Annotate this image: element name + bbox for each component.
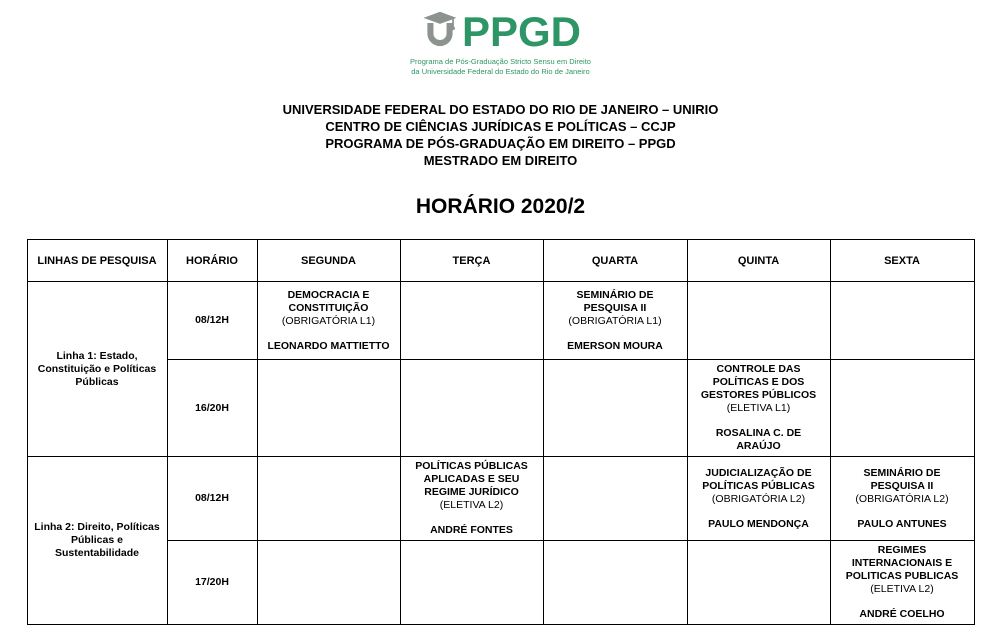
header-university-line: UNIVERSIDADE FEDERAL DO ESTADO DO RIO DE JANEIRO – UNIRIO: [282, 102, 719, 118]
schedule-cell-quarta: [543, 457, 687, 541]
time-slot: 16/20H: [167, 360, 257, 457]
schedule-cell-quarta: [543, 541, 687, 625]
col-header-quarta: QUARTA: [543, 240, 687, 282]
schedule-cell-terca: [400, 282, 543, 360]
course-title: POLÍTICAS PÚBLICAS APLICADAS E SEU REGIME JURÍDICO: [415, 460, 528, 499]
document-header: [0, 101, 1001, 169]
logo-subtitle-line1: Programa de Pós-Graduação Stricto Sensu em Direito: [410, 57, 591, 66]
course-type: (ELETIVA L1): [726, 402, 791, 415]
schedule-cell-quinta: [687, 457, 830, 541]
professor-name: ANDRÉ FONTES: [430, 524, 513, 537]
schedule-cell-quinta: [687, 282, 830, 360]
header-row: [27, 240, 974, 282]
course-title: DEMOCRACIA E CONSTITUIÇÃO: [287, 288, 370, 314]
time-slot: 08/12H: [167, 457, 257, 541]
professor-name: ROSALINA C. DE ARAÚJO: [715, 427, 802, 453]
col-header-sexta: SEXTA: [830, 240, 974, 282]
course-title: CONTROLE DAS POLÍTICAS E DOS GESTORES PÚBLICOS: [700, 363, 817, 402]
professor-name: PAULO ANTUNES: [857, 517, 947, 530]
schedule-cell-segunda: [257, 360, 400, 457]
col-header-segunda: SEGUNDA: [257, 240, 400, 282]
schedule-cell-segunda: [257, 457, 400, 541]
table-row: [27, 282, 974, 360]
course-type: (OBRIGATÓRIA L2): [711, 492, 806, 505]
research-line-1-label: Linha 1: Estado, Constituição e Políticas Públicas: [27, 282, 167, 457]
schedule-cell-sexta: [830, 360, 974, 457]
header-degree-line: MESTRADO EM DIREITO: [423, 153, 578, 169]
header-program-line: PROGRAMA DE PÓS-GRADUAÇÃO EM DIREITO – PPGD: [325, 136, 676, 152]
logo-acronym: PPGD: [461, 8, 582, 55]
professor-name: EMERSON MOURA: [567, 339, 663, 352]
table-row: [27, 360, 974, 457]
schedule-cell-sexta: [830, 282, 974, 360]
schedule-cell-quinta: [687, 541, 830, 625]
course-type: (OBRIGATÓRIA L2): [855, 492, 949, 505]
course-title: SEMINÁRIO DE PESQUISA II: [576, 288, 654, 314]
schedule-cell-segunda: [257, 541, 400, 625]
ppgd-logo: [0, 0, 1001, 77]
schedule-cell-terca: [400, 360, 543, 457]
table-row: [27, 457, 974, 541]
schedule-cell-sexta: [830, 457, 974, 541]
col-header-terca: TERÇA: [400, 240, 543, 282]
schedule-cell-quarta: [543, 282, 687, 360]
course-title: JUDICIALIZAÇÃO DE POLÍTICAS PÚBLICAS: [702, 466, 815, 492]
schedule-cell-quinta: [687, 360, 830, 457]
course-type: (OBRIGATÓRIA L1): [568, 314, 662, 327]
course-type: (ELETIVA L2): [870, 583, 934, 596]
schedule-cell-terca: [400, 457, 543, 541]
professor-name: LEONARDO MATTIETTO: [267, 339, 390, 352]
schedule-cell-terca: [400, 541, 543, 625]
table-row: [27, 541, 974, 625]
col-header-horario: HORÁRIO: [167, 240, 257, 282]
col-header-linhas-de-pesquisa: LINHAS DE PESQUISA: [27, 240, 167, 282]
course-type: (ELETIVA L2): [439, 499, 504, 512]
time-slot: 17/20H: [167, 541, 257, 625]
course-title: SEMINÁRIO DE PESQUISA II: [863, 466, 941, 492]
schedule-cell-segunda: [257, 282, 400, 360]
header-center-line: CENTRO DE CIÊNCIAS JURÍDICAS E POLÍTICAS – CCJP: [325, 119, 676, 135]
course-title: REGIMES INTERNACIONAIS E POLITICAS PUBLICAS: [845, 544, 959, 583]
schedule-cell-quarta: [543, 360, 687, 457]
graduation-cap-u-icon: [420, 10, 460, 50]
logo-row: [0, 10, 1001, 54]
time-slot: 08/12H: [167, 282, 257, 360]
schedule-table: [27, 239, 975, 625]
col-header-quinta: QUINTA: [687, 240, 830, 282]
page-title: HORÁRIO 2020/2: [415, 195, 586, 219]
logo-subtitle-line2: da Universidade Federal do Estado do Rio de Janeiro: [411, 67, 590, 77]
schedule-cell-sexta: [830, 541, 974, 625]
professor-name: PAULO MENDONÇA: [708, 517, 809, 530]
course-type: (OBRIGATÓRIA L1): [281, 314, 376, 327]
professor-name: ANDRÉ COELHO: [859, 608, 945, 621]
research-line-2-label: Linha 2: Direito, Políticas Públicas e Sustentabilidade: [27, 457, 167, 625]
logo-subtitle: [0, 57, 1001, 77]
